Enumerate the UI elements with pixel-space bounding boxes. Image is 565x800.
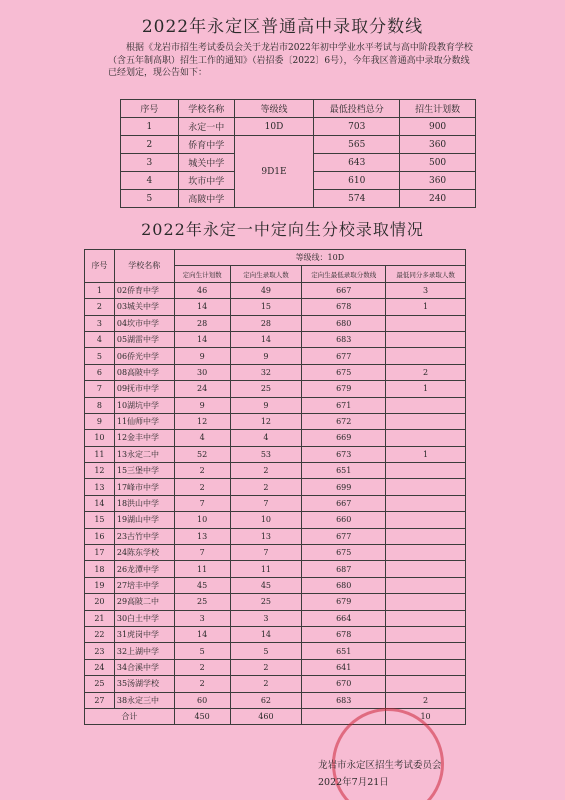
school-name: 08高陂中学	[114, 364, 174, 380]
school-name: 10湖坑中学	[114, 397, 174, 413]
school-name: 09抚市中学	[114, 381, 174, 397]
plan-count: 10	[174, 512, 230, 528]
admit-count: 7	[230, 495, 302, 511]
extra-admit	[386, 676, 466, 692]
extra-admit	[386, 528, 466, 544]
admit-count: 53	[230, 446, 302, 462]
row-number: 2	[121, 136, 179, 154]
table-row	[85, 413, 466, 429]
min-score: 683	[302, 331, 386, 347]
school-name: 侨育中学	[178, 136, 234, 154]
table-row	[85, 676, 466, 692]
admit-count: 3	[230, 610, 302, 626]
admit-count: 2	[230, 676, 302, 692]
enroll-plan: 900	[400, 118, 476, 136]
min-score: 660	[302, 512, 386, 528]
school-name: 坎市中学	[178, 172, 234, 190]
enroll-plan: 360	[400, 136, 476, 154]
school-name: 永定一中	[178, 118, 234, 136]
table-row	[85, 610, 466, 626]
plan-count: 7	[174, 545, 230, 561]
header-no: 序号	[85, 250, 115, 283]
row-number: 3	[121, 154, 179, 172]
plan-count: 11	[174, 561, 230, 577]
table-header-row	[121, 100, 476, 118]
row-number: 11	[85, 446, 115, 462]
extra-admit	[386, 659, 466, 675]
table-row	[85, 364, 466, 380]
total-extra: 10	[386, 708, 466, 724]
extra-admit: 1	[386, 446, 466, 462]
extra-admit: 1	[386, 381, 466, 397]
min-score: 678	[302, 626, 386, 642]
enroll-plan: 240	[400, 190, 476, 208]
admit-count: 10	[230, 512, 302, 528]
school-name: 38永定三中	[114, 692, 174, 708]
header-level: 等级线：10D	[174, 250, 465, 266]
extra-admit	[386, 610, 466, 626]
subheader-cell: 定向生计划数	[174, 266, 230, 282]
admit-count: 13	[230, 528, 302, 544]
extra-admit	[386, 577, 466, 593]
header-school: 学校名称	[114, 250, 174, 283]
plan-count: 2	[174, 479, 230, 495]
enroll-plan: 500	[400, 154, 476, 172]
min-score: 643	[314, 154, 400, 172]
extra-admit: 2	[386, 364, 466, 380]
admit-count: 25	[230, 381, 302, 397]
total-plan: 450	[174, 708, 230, 724]
school-name: 32上湖中学	[114, 643, 174, 659]
extra-admit	[386, 643, 466, 659]
subheader-cell: 最低同分多录取人数	[386, 266, 466, 282]
min-score: 699	[302, 479, 386, 495]
row-number: 10	[85, 430, 115, 446]
school-name: 04坎市中学	[114, 315, 174, 331]
row-number: 6	[85, 364, 115, 380]
page-title: 2022年永定区普通高中录取分数线	[141, 17, 424, 37]
extra-admit	[386, 626, 466, 642]
admit-count: 12	[230, 413, 302, 429]
school-name: 高陂中学	[178, 190, 234, 208]
level-line-merged: 9D1E	[234, 136, 314, 208]
school-name: 27培丰中学	[114, 577, 174, 593]
plan-count: 28	[174, 315, 230, 331]
plan-count: 5	[174, 643, 230, 659]
table-row	[85, 348, 466, 364]
min-score: 670	[302, 676, 386, 692]
plan-count: 3	[174, 610, 230, 626]
admit-count: 7	[230, 545, 302, 561]
admit-count: 14	[230, 331, 302, 347]
extra-admit	[386, 545, 466, 561]
row-number: 4	[85, 331, 115, 347]
header-cell: 学校名称	[178, 100, 234, 118]
row-number: 16	[85, 528, 115, 544]
min-score: 651	[302, 463, 386, 479]
plan-count: 46	[174, 282, 230, 298]
school-name: 05湖雷中学	[114, 331, 174, 347]
min-score: 641	[302, 659, 386, 675]
admit-count: 14	[230, 626, 302, 642]
section-title: 2022年永定一中定向生分校录取情况	[141, 220, 424, 239]
min-score: 679	[302, 381, 386, 397]
row-number: 2	[85, 299, 115, 315]
min-score: 664	[302, 610, 386, 626]
table-row	[85, 561, 466, 577]
extra-admit: 1	[386, 299, 466, 315]
extra-admit	[386, 315, 466, 331]
min-score: 565	[314, 136, 400, 154]
extra-admit	[386, 512, 466, 528]
row-number: 3	[85, 315, 115, 331]
min-score: 680	[302, 577, 386, 593]
school-name: 29高陂二中	[114, 594, 174, 610]
school-name: 24陈东学校	[114, 545, 174, 561]
min-score: 683	[302, 692, 386, 708]
subheader-cell: 定向生最低录取分数线	[302, 266, 386, 282]
school-name: 11仙师中学	[114, 413, 174, 429]
admit-count: 2	[230, 479, 302, 495]
admit-count: 2	[230, 463, 302, 479]
table-row	[85, 495, 466, 511]
admit-count: 9	[230, 348, 302, 364]
row-number: 20	[85, 594, 115, 610]
intro-paragraph: 根据《龙岩市招生考试委员会关于龙岩市2022年初中学业水平考试与高中阶段教育学校（含五年制高职）招生工作的通知》（岩招委〔2022〕6号），今年我区普通高中录取分数线已经划定，现公告如下：	[108, 43, 473, 78]
row-number: 5	[121, 190, 179, 208]
plan-count: 12	[174, 413, 230, 429]
plan-count: 13	[174, 528, 230, 544]
row-number: 1	[85, 282, 115, 298]
min-score: 671	[302, 397, 386, 413]
table-row	[85, 643, 466, 659]
school-name: 17峰市中学	[114, 479, 174, 495]
table-row	[121, 136, 476, 154]
plan-count: 14	[174, 331, 230, 347]
min-score: 610	[314, 172, 400, 190]
school-name: 城关中学	[178, 154, 234, 172]
admit-count: 11	[230, 561, 302, 577]
row-number: 19	[85, 577, 115, 593]
row-number: 15	[85, 512, 115, 528]
header-cell: 序号	[121, 100, 179, 118]
min-score: 703	[314, 118, 400, 136]
plan-count: 52	[174, 446, 230, 462]
school-name: 26龙潭中学	[114, 561, 174, 577]
min-score: 679	[302, 594, 386, 610]
plan-count: 9	[174, 348, 230, 364]
enroll-plan: 360	[400, 172, 476, 190]
plan-count: 24	[174, 381, 230, 397]
row-number: 4	[121, 172, 179, 190]
min-score: 687	[302, 561, 386, 577]
school-name: 19湖山中学	[114, 512, 174, 528]
row-number: 9	[85, 413, 115, 429]
school-name: 15三堡中学	[114, 463, 174, 479]
school-name: 31虎岗中学	[114, 626, 174, 642]
plan-count: 2	[174, 676, 230, 692]
plan-count: 9	[174, 397, 230, 413]
table-row	[85, 545, 466, 561]
min-score: 651	[302, 643, 386, 659]
table-row	[85, 463, 466, 479]
plan-count: 45	[174, 577, 230, 593]
table-row	[85, 512, 466, 528]
table-row	[85, 381, 466, 397]
table-row	[85, 430, 466, 446]
table-row	[85, 282, 466, 298]
row-number: 22	[85, 626, 115, 642]
header-cell: 最低投档总分	[314, 100, 400, 118]
row-number: 7	[85, 381, 115, 397]
admit-count: 25	[230, 594, 302, 610]
extra-admit	[386, 331, 466, 347]
school-name: 35汤湖学校	[114, 676, 174, 692]
plan-count: 25	[174, 594, 230, 610]
plan-count: 2	[174, 463, 230, 479]
table-row	[85, 299, 466, 315]
row-number: 17	[85, 545, 115, 561]
min-score: 669	[302, 430, 386, 446]
min-score: 675	[302, 545, 386, 561]
school-name: 18洪山中学	[114, 495, 174, 511]
min-score: 667	[302, 282, 386, 298]
plan-count: 30	[174, 364, 230, 380]
admit-count: 5	[230, 643, 302, 659]
admit-count: 32	[230, 364, 302, 380]
min-score: 673	[302, 446, 386, 462]
school-name: 06侨光中学	[114, 348, 174, 364]
table-row	[85, 331, 466, 347]
issue-date: 2022年7月21日	[318, 777, 389, 788]
school-name: 34合溪中学	[114, 659, 174, 675]
min-score: 680	[302, 315, 386, 331]
table-row	[85, 692, 466, 708]
school-name: 13永定二中	[114, 446, 174, 462]
min-score: 675	[302, 364, 386, 380]
min-score: 678	[302, 299, 386, 315]
extra-admit: 2	[386, 692, 466, 708]
extra-admit	[386, 495, 466, 511]
extra-admit	[386, 463, 466, 479]
row-number: 27	[85, 692, 115, 708]
extra-admit	[386, 479, 466, 495]
school-name: 03城关中学	[114, 299, 174, 315]
table-row	[85, 594, 466, 610]
table-row	[85, 626, 466, 642]
extra-admit	[386, 594, 466, 610]
min-score: 667	[302, 495, 386, 511]
level-line: 10D	[234, 118, 314, 136]
school-name: 23古竹中学	[114, 528, 174, 544]
table-row	[85, 315, 466, 331]
plan-count: 2	[174, 659, 230, 675]
plan-count: 14	[174, 626, 230, 642]
table-row	[85, 446, 466, 462]
directed-admission-table	[84, 249, 466, 725]
total-label: 合计	[85, 708, 175, 724]
plan-count: 4	[174, 430, 230, 446]
min-score: 677	[302, 348, 386, 364]
min-score: 672	[302, 413, 386, 429]
admit-count: 62	[230, 692, 302, 708]
cutoff-table	[120, 99, 476, 208]
admit-count: 45	[230, 577, 302, 593]
row-number: 18	[85, 561, 115, 577]
row-number: 24	[85, 659, 115, 675]
row-number: 23	[85, 643, 115, 659]
plan-count: 7	[174, 495, 230, 511]
extra-admit	[386, 430, 466, 446]
min-score: 677	[302, 528, 386, 544]
admit-count: 15	[230, 299, 302, 315]
table-row	[85, 528, 466, 544]
admit-count: 49	[230, 282, 302, 298]
subheader-cell: 定向生录取人数	[230, 266, 302, 282]
row-number: 5	[85, 348, 115, 364]
table-header-row	[85, 250, 466, 266]
extra-admit	[386, 561, 466, 577]
school-name: 02侨育中学	[114, 282, 174, 298]
school-name: 30白土中学	[114, 610, 174, 626]
extra-admit: 3	[386, 282, 466, 298]
plan-count: 60	[174, 692, 230, 708]
extra-admit	[386, 348, 466, 364]
admit-count: 2	[230, 659, 302, 675]
school-name: 12金丰中学	[114, 430, 174, 446]
row-number: 14	[85, 495, 115, 511]
table-row	[85, 479, 466, 495]
table-body	[85, 282, 466, 708]
row-number: 12	[85, 463, 115, 479]
row-number: 21	[85, 610, 115, 626]
table-row	[85, 577, 466, 593]
header-cell: 招生计划数	[400, 100, 476, 118]
row-number: 1	[121, 118, 179, 136]
row-number: 8	[85, 397, 115, 413]
header-cell: 等级线	[234, 100, 314, 118]
admit-count: 9	[230, 397, 302, 413]
row-number: 13	[85, 479, 115, 495]
total-admit: 460	[230, 708, 302, 724]
table-row	[85, 659, 466, 675]
admit-count: 28	[230, 315, 302, 331]
plan-count: 14	[174, 299, 230, 315]
extra-admit	[386, 397, 466, 413]
table-row	[121, 118, 476, 136]
row-number: 25	[85, 676, 115, 692]
issuer-signature: 龙岩市永定区招生考试委员会	[318, 760, 442, 771]
min-score: 574	[314, 190, 400, 208]
admit-count: 4	[230, 430, 302, 446]
table-row	[85, 397, 466, 413]
extra-admit	[386, 413, 466, 429]
